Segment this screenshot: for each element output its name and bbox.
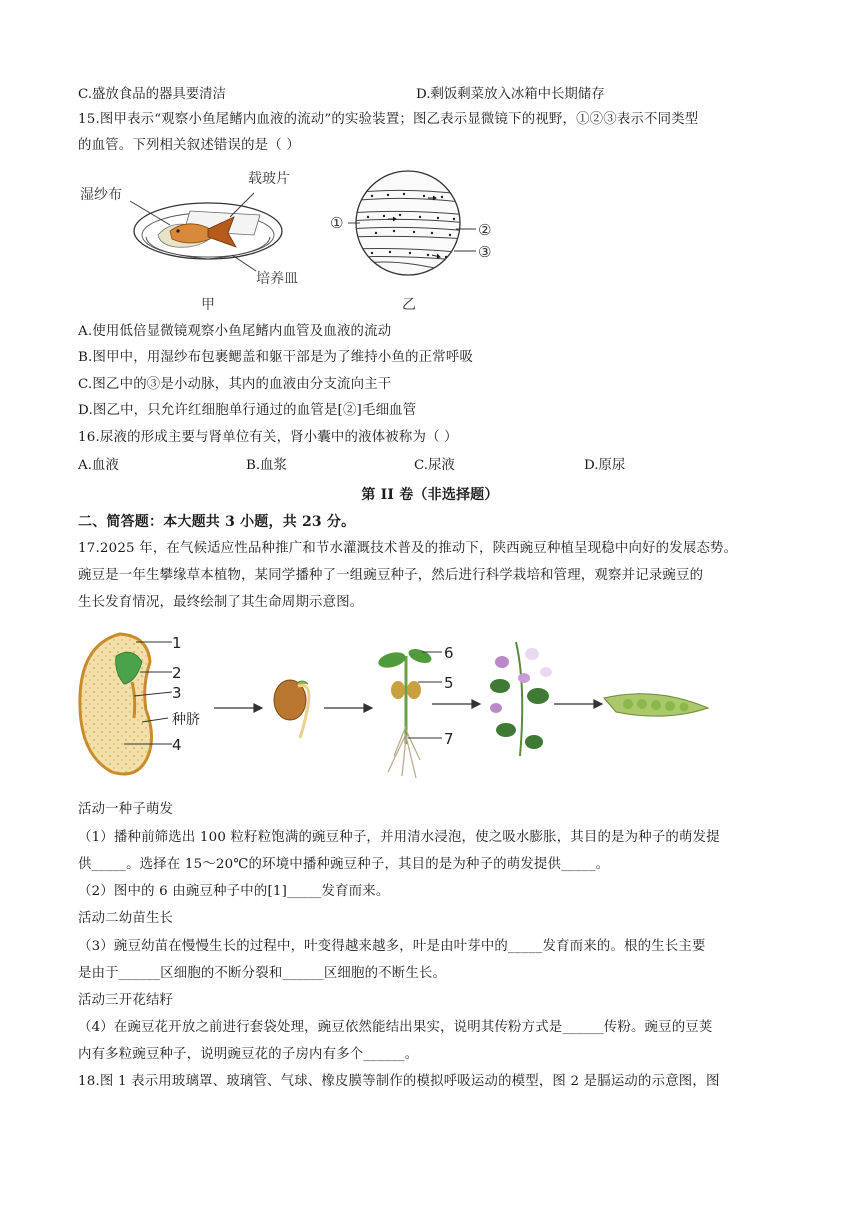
seedling-label-5: 5: [444, 674, 454, 692]
section-title: 第 II 卷（非选择题）: [361, 487, 499, 503]
activity-2-heading: 活动二幼苗生长: [78, 911, 174, 926]
seed-label-2: 2: [172, 664, 182, 682]
q17-stem-line3: 生长发育情况，最终绘制了其生命周期示意图。: [78, 595, 364, 610]
q17-sub2-line: （2）图中的 6 由豌豆种子中的[1]_____发育而来。: [78, 884, 390, 899]
caption-yi: 乙: [402, 297, 416, 313]
seedling-label-6: 6: [444, 644, 454, 662]
fish-tail-experiment-figure: [78, 163, 338, 315]
seedling-icon: [377, 646, 434, 778]
q15-option-b: B.图甲中，用湿纱布包裹鳃盖和躯干部是为了维持小鱼的正常呼吸: [78, 350, 474, 365]
label-vessel-3: ③: [478, 243, 492, 261]
flowering-pea-plant-icon: [490, 642, 552, 756]
q14-option-c: C.盛放食品的器具要清洁: [78, 87, 226, 102]
pea-life-cycle-figure: [76, 626, 726, 786]
q18-stem-line1: 18.图 1 表示用玻璃罩、玻璃管、气球、橡皮膜等制作的模拟呼吸运动的模型，图 2 是膈运动的示意图，图: [78, 1074, 720, 1089]
microscope-view-figure: [328, 163, 518, 315]
q17-stem-line2: 豌豆是一年生攀缘草本植物，某同学播种了一组豌豆种子，然后进行科学栽培和管理，观察并记录豌豆的: [78, 568, 704, 583]
q16-option-a: A.血液: [78, 458, 119, 473]
seedling-label-7: 7: [444, 730, 454, 748]
label-wet-cloth: 湿纱布: [80, 187, 122, 203]
seed-label-1: 1: [172, 634, 182, 652]
q17-sub1-line1: （1）播种前筛选出 100 粒籽粒饱满的豌豆种子，并用清水浸泡，使之吸水膨胀，其目的是为种子的萌发提: [78, 830, 720, 845]
q17-sub3-line2: 是由于______区细胞的不断分裂和______区细胞的不断生长。: [78, 966, 447, 981]
caption-jia: 甲: [201, 297, 215, 313]
q16-option-c: C.尿液: [414, 458, 455, 473]
q15-option-a: A.使用低倍显微镜观察小鱼尾鳍内血管及血液的流动: [78, 324, 392, 339]
seed-label-hilum: 种脐: [172, 712, 200, 728]
label-dish: 培养皿: [256, 271, 298, 287]
seed-label-3: 3: [172, 684, 182, 702]
q16-option-d: D.原尿: [584, 458, 626, 473]
q17-sub4-line1: （4）在豌豆花开放之前进行套袋处理，豌豆依然能结出果实，说明其传粉方式是______传粉。豌豆的豆荚: [78, 1020, 713, 1035]
label-vessel-2: ②: [478, 221, 492, 239]
q17-stem-line1: 17.2025 年，在气候适应性品种推广和节水灌溉技术普及的推动下，陕西豌豆种植呈现稳中向好的发展态势。: [78, 541, 738, 556]
q15-stem-line1: 15.图甲表示“观察小鱼尾鳍内血液的流动”的实验装置；图乙表示显微镜下的视野，①②③表示不同类型: [78, 112, 699, 127]
q15-stem-line2: 的血管。下列相关叙述错误的是（ ）: [78, 138, 300, 153]
q17-sub1-line2: 供_____。选择在 15～20℃的环境中播种豌豆种子，其目的是为种子的萌发提供_____。: [78, 857, 610, 872]
q16-stem: 16.尿液的形成主要与肾单位有关，肾小囊中的液体被称为（ ）: [78, 430, 458, 445]
q15-option-d: D.图乙中，只允许红细胞单行通过的血管是[②]毛细血管: [78, 403, 417, 418]
label-slide: 载玻片: [248, 171, 290, 187]
q16-option-b: B.血浆: [246, 458, 287, 473]
activity-1-heading: 活动一种子萌发: [78, 802, 174, 817]
germinating-seed-icon: [274, 680, 309, 738]
label-vessel-1: ①: [330, 214, 344, 232]
q17-sub4-line2: 内有多粒豌豆种子，说明豌豆花的子房内有多个______。: [78, 1047, 419, 1062]
pea-pod-icon: [604, 694, 708, 716]
activity-3-heading: 活动三开花结籽: [78, 993, 174, 1008]
q17-sub3-line1: （3）豌豆幼苗在慢慢生长的过程中，叶变得越来越多，叶是由叶芽中的_____发育而来的。根的生长主要: [78, 939, 706, 954]
q15-option-c: C.图乙中的③是小动脉，其内的血液由分支流向主干: [78, 377, 392, 392]
part2-heading: 二、简答题：本大题共 3 小题，共 23 分。: [78, 514, 356, 530]
seed-label-4: 4: [172, 736, 182, 754]
q14-option-d: D.剩饭剩菜放入冰箱中长期储存: [416, 87, 605, 102]
